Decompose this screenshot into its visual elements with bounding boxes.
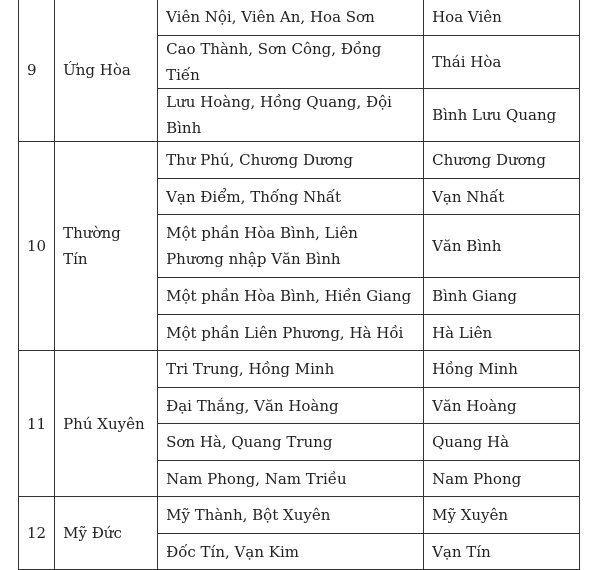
table-row xyxy=(19,0,580,36)
old-communes-cell: Viên Nội, Viên An, Hoa Sơn xyxy=(158,0,424,36)
old-communes-cell: Cao Thành, Sơn Công, Đồng Tiến xyxy=(158,36,424,89)
old-communes-cell: Đại Thắng, Văn Hoàng xyxy=(158,388,424,424)
old-communes-cell: Nam Phong, Nam Triều xyxy=(158,461,424,497)
old-communes-cell: Mỹ Thành, Bột Xuyên xyxy=(158,497,424,534)
row-number-cell: 12 xyxy=(19,497,55,570)
old-communes-cell: Một phần Liên Phương, Hà Hồi xyxy=(158,315,424,351)
district-cell: Ứng Hòa xyxy=(55,0,158,142)
commune-merger-table xyxy=(18,0,580,570)
old-communes-cell: Lưu Hoàng, Hồng Quang, Đội Bình xyxy=(158,89,424,142)
new-commune-cell: Hà Liên xyxy=(424,315,580,351)
table-row xyxy=(19,351,580,388)
old-communes-cell: Đốc Tín, Vạn Kim xyxy=(158,534,424,570)
old-communes-cell: Một phần Hòa Bình, Hiền Giang xyxy=(158,278,424,315)
new-commune-cell: Thái Hòa xyxy=(424,36,580,89)
old-communes-cell: Vạn Điểm, Thống Nhất xyxy=(158,179,424,215)
old-communes-cell: Sơn Hà, Quang Trung xyxy=(158,424,424,461)
new-commune-cell: Văn Bình xyxy=(424,215,580,278)
new-commune-cell: Nam Phong xyxy=(424,461,580,497)
new-commune-cell: Mỹ Xuyên xyxy=(424,497,580,534)
new-commune-cell: Vạn Nhất xyxy=(424,179,580,215)
new-commune-cell: Văn Hoàng xyxy=(424,388,580,424)
old-communes-cell: Một phần Hòa Bình, Liên Phương nhập Văn Bình xyxy=(158,215,424,278)
row-number-cell: 11 xyxy=(19,351,55,497)
district-cell: Phú Xuyên xyxy=(55,351,158,497)
district-cell: Mỹ Đức xyxy=(55,497,158,570)
new-commune-cell: Bình Giang xyxy=(424,278,580,315)
row-number-cell: 10 xyxy=(19,142,55,351)
new-commune-cell: Bình Lưu Quang xyxy=(424,89,580,142)
new-commune-cell: Quang Hà xyxy=(424,424,580,461)
new-commune-cell: Hoa Viên xyxy=(424,0,580,36)
new-commune-cell: Hồng Minh xyxy=(424,351,580,388)
row-number-cell: 9 xyxy=(19,0,55,142)
district-cell: Thường Tín xyxy=(55,142,158,351)
table-row xyxy=(19,142,580,179)
old-communes-cell: Tri Trung, Hồng Minh xyxy=(158,351,424,388)
old-communes-cell: Thư Phú, Chương Dương xyxy=(158,142,424,179)
new-commune-cell: Chương Dương xyxy=(424,142,580,179)
new-commune-cell: Vạn Tín xyxy=(424,534,580,570)
table-row xyxy=(19,497,580,534)
